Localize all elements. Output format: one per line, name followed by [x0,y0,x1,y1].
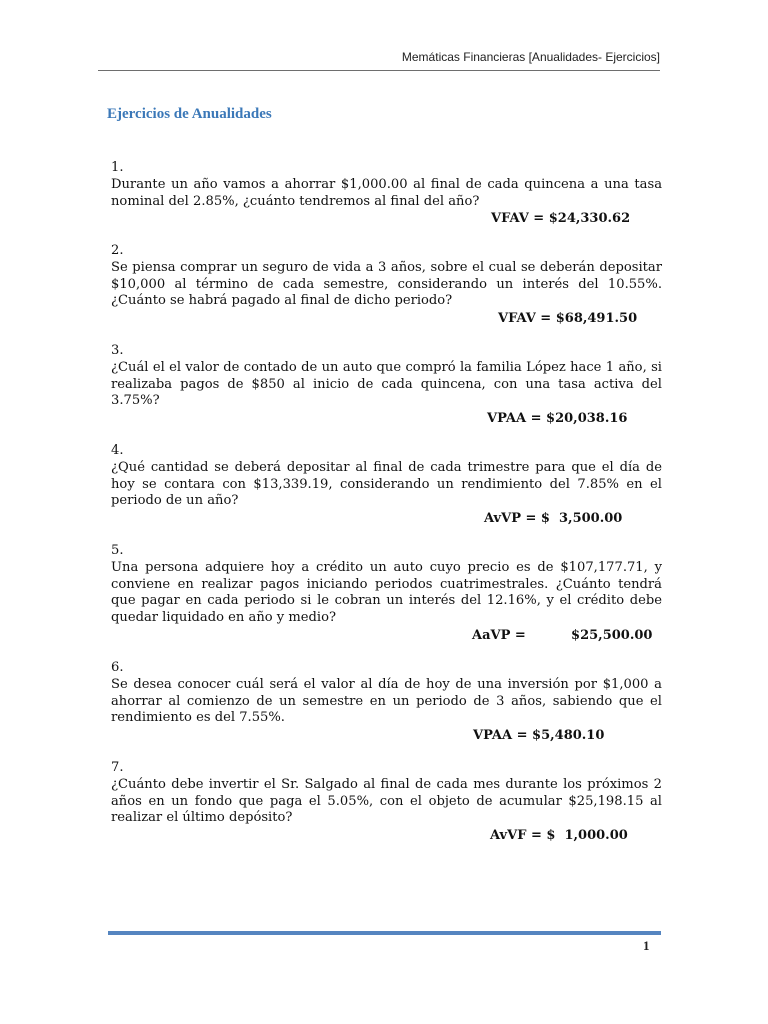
header-divider [98,70,660,71]
exercise-text: ¿Cuánto debe invertir el Sr. Salgado al final de cada mes durante los próximos 2 años en un fondo que paga el 5.05%, con el objeto de acumular $25,198.15 al realizar el último depósito? [111,776,662,826]
exercise-5 [111,543,662,645]
exercise-3 [111,343,662,428]
exercise-4 [111,443,662,528]
exercise-number: 3. [111,343,124,358]
exercise-number: 7. [111,760,124,775]
exercise-answer: AvVP = $ 3,500.00 [484,511,623,527]
exercise-answer: VFAV = $68,491.50 [498,311,638,327]
exercise-answer: AaVP = $25,500.00 [472,627,653,643]
section-title: Ejercicios de Anualidades [107,106,272,122]
exercise-text: Se desea conocer cuál será el valor al día de hoy de una inversión por $1,000 a ahorrar al comienzo de un semestre en un periodo de 3 años, sabiendo que el rendimiento es del 7.55%. [111,676,662,726]
exercise-answer: VPAA = $5,480.10 [473,728,605,744]
exercise-answer: VFAV = $24,330.62 [491,211,631,227]
exercise-text: Durante un año vamos a ahorrar $1,000.00 al final de cada quincena a una tasa nominal del 2.85%, ¿cuánto tendremos al final del año? [111,176,662,209]
exercise-number: 1. [111,160,124,175]
exercise-answer: VPAA = $20,038.16 [487,411,628,427]
exercise-number: 2. [111,243,124,258]
exercise-2 [111,243,662,328]
exercise-6 [111,660,662,745]
exercise-number: 5. [111,543,124,558]
exercise-number: 4. [111,443,124,458]
exercise-7 [111,760,662,845]
exercise-answer: AvVF = $ 1,000.00 [490,828,628,844]
exercise-text: Se piensa comprar un seguro de vida a 3 años, sobre el cual se deberán depositar $10,000 al término de cada semestre, considerando un interés del 10.55%. ¿Cuánto se habrá pagado al final de dicho periodo? [111,259,662,309]
exercise-text: ¿Qué cantidad se deberá depositar al final de cada trimestre para que el día de hoy se contara con $13,339.19, considerando un rendimiento del 7.85% en el periodo de un año? [111,459,662,509]
page-header: Memáticas Financieras [Anualidades- Ejercicios] [401,50,660,64]
footer-divider [108,931,661,935]
exercise-text: ¿Cuál el el valor de contado de un auto que compró la familia López hace 1 año, si realizaba pagos de $850 al inicio de cada quincena, con una tasa activa del 3.75%? [111,359,662,409]
exercise-1 [111,160,662,228]
exercise-number: 6. [111,660,124,675]
exercise-text: Una persona adquiere hoy a crédito un auto cuyo precio es de $107,177.71, y conviene en realizar pagos iniciando periodos cuatrimestrales. ¿Cuánto tendrá que pagar en cada periodo si le cobran un interés del 12.16%, y el crédito debe quedar liquidado en año y medio? [111,559,662,626]
page-number: 1 [643,938,650,953]
